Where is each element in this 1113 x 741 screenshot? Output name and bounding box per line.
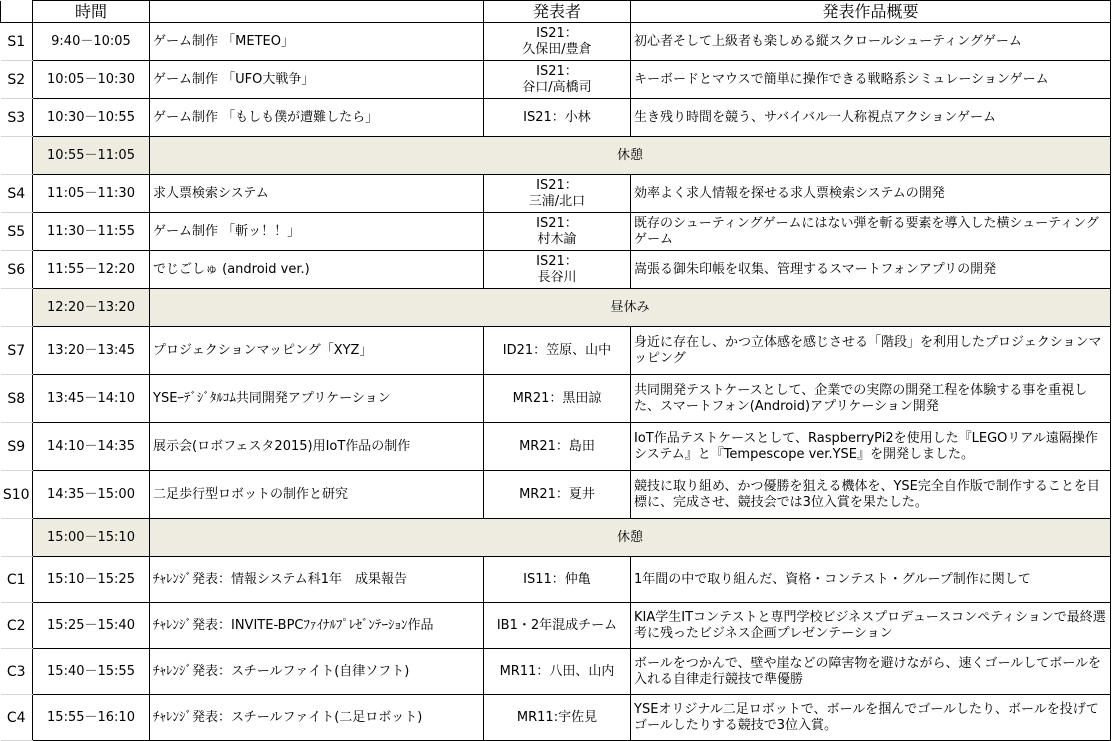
session-summary: YSEオリジナル二足ロボットで、ボールを掴んでゴールしたり、ボールを投げてゴールしたりする競技で3位入賞。 xyxy=(631,695,1111,741)
session-title: ﾁｬﾚﾝｼﾞ発表：スチールファイト(自律ソフト) xyxy=(150,649,484,695)
presenter-line1: IS21：小林 xyxy=(523,109,591,125)
row-id: S9 xyxy=(1,423,33,471)
break-row xyxy=(1,137,1111,175)
presenter-line2: 村木諭 xyxy=(537,231,577,247)
session-time: 11:30－11:55 xyxy=(33,213,150,251)
session-time: 15:55－16:10 xyxy=(33,695,150,741)
presenter-line2: 長谷川 xyxy=(537,269,577,285)
row-id xyxy=(1,137,33,175)
presenter-cell xyxy=(484,375,631,423)
session-time: 14:10－14:35 xyxy=(33,423,150,471)
session-time: 13:20－13:45 xyxy=(33,327,150,375)
session-summary: IoT作品テストケースとして、RaspberryPi2を使用した『LEGOリアル遠隔操作システム』と『Tempescope ver.YSE』を開発しました。 xyxy=(631,423,1111,471)
session-row xyxy=(1,99,1111,137)
session-row xyxy=(1,649,1111,695)
session-title: ゲーム制作 「METEO」 xyxy=(150,23,484,61)
presenter-cell xyxy=(484,603,631,649)
session-row xyxy=(1,251,1111,289)
session-summary: 嵩張る御朱印帳を収集、管理するスマートフォンアプリの開発 xyxy=(631,251,1111,289)
presenter-cell xyxy=(484,423,631,471)
session-title: 求人票検索システム xyxy=(150,175,484,213)
session-title: ゲーム制作 「もしも僕が遭難したら」 xyxy=(150,99,484,137)
presenter-line2: 谷口/高橋司 xyxy=(522,79,592,95)
row-id: S6 xyxy=(1,251,33,289)
presenter-cell xyxy=(484,213,631,251)
row-id: S4 xyxy=(1,175,33,213)
header-id-cell xyxy=(1,1,33,23)
break-time: 10:55－11:05 xyxy=(33,137,150,175)
session-summary: 初心者そして上級者も楽しめる縦スクロールシューティングゲーム xyxy=(631,23,1111,61)
row-id: S5 xyxy=(1,213,33,251)
session-title: プロジェクションマッピング「XYZ」 xyxy=(150,327,484,375)
presenter-line1: IS21： xyxy=(536,253,578,269)
session-time: 15:25－15:40 xyxy=(33,603,150,649)
presenter-line1: MR11:宇佐見 xyxy=(516,709,598,725)
break-time: 12:20－13:20 xyxy=(33,289,150,327)
session-summary: 身近に存在し、かつ立体感を感じさせる「階段」を利用したプロジェクションマッピング xyxy=(631,327,1111,375)
session-time: 14:35－15:00 xyxy=(33,471,150,519)
row-id xyxy=(1,519,33,557)
session-time: 11:05－11:30 xyxy=(33,175,150,213)
presenter-line1: IS21： xyxy=(536,177,578,193)
session-title: YSEｰﾃﾞｼﾞﾀﾙｺﾑ共同開発アプリケーション xyxy=(150,375,484,423)
session-summary: 生き残り時間を競う、サバイバル一人称視点アクションゲーム xyxy=(631,99,1111,137)
presenter-line2: 久保田/豊倉 xyxy=(522,41,592,57)
row-id: C1 xyxy=(1,557,33,603)
row-id: S10 xyxy=(1,471,33,519)
row-id: S3 xyxy=(1,99,33,137)
presenter-cell xyxy=(484,61,631,99)
session-row xyxy=(1,695,1111,741)
session-title: ﾁｬﾚﾝｼﾞ発表：スチールファイト(二足ロボット) xyxy=(150,695,484,741)
session-row xyxy=(1,175,1111,213)
presenter-cell xyxy=(484,695,631,741)
header-row xyxy=(1,1,1111,23)
session-title: ﾁｬﾚﾝｼﾞ発表：情報システム科1年 成果報告 xyxy=(150,557,484,603)
session-time: 13:45－14:10 xyxy=(33,375,150,423)
session-row xyxy=(1,375,1111,423)
session-row xyxy=(1,23,1111,61)
row-id: S2 xyxy=(1,61,33,99)
presenter-line1: MR21：島田 xyxy=(519,438,595,454)
presenter-cell xyxy=(484,175,631,213)
session-time: 9:40－10:05 xyxy=(33,23,150,61)
break-row xyxy=(1,519,1111,557)
session-title: ﾁｬﾚﾝｼﾞ発表：INVITE-BPCﾌｧｲﾅﾙﾌﾟﾚｾﾞﾝﾃｰｼｮﾝ作品 xyxy=(150,603,484,649)
session-summary: KIA学生ITコンテストと専門学校ビジネスプロデュースコンペティションで最終選考に残ったビジネス企画プレゼンテーション xyxy=(631,603,1111,649)
session-row xyxy=(1,213,1111,251)
presenter-line1: MR21：黒田諒 xyxy=(512,390,602,406)
session-summary: 効率よく求人情報を探せる求人票検索システムの開発 xyxy=(631,175,1111,213)
session-time: 10:05－10:30 xyxy=(33,61,150,99)
presenter-line1: IS21： xyxy=(536,215,578,231)
break-label: 昼休み xyxy=(150,289,1111,327)
session-summary: 既存のシューティングゲームにはない弾を斬る要素を導入した横シューティングゲーム xyxy=(631,213,1111,251)
session-time: 15:10－15:25 xyxy=(33,557,150,603)
presenter-cell xyxy=(484,99,631,137)
header-title xyxy=(150,1,484,23)
presenter-cell xyxy=(484,557,631,603)
presenter-line1: IB1・2年混成チーム xyxy=(496,617,618,633)
session-summary: 共同開発テストケースとして、企業での実際の開発工程を体験する事を重視した、スマートフォン(Android)アプリケーション開発 xyxy=(631,375,1111,423)
break-label: 休憩 xyxy=(150,519,1111,557)
header-summary: 発表作品概要 xyxy=(631,1,1111,23)
session-row xyxy=(1,557,1111,603)
header-time: 時間 xyxy=(33,1,150,23)
presenter-line2: 三浦/北口 xyxy=(528,193,586,209)
session-time: 11:55－12:20 xyxy=(33,251,150,289)
break-label: 休憩 xyxy=(150,137,1111,175)
session-summary: 競技に取り組め、かつ優勝を狙える機体を、YSE完全自作版で制作することを目標に、完成させ、競技会では3位入賞を果たした。 xyxy=(631,471,1111,519)
header-presenter: 発表者 xyxy=(484,1,631,23)
session-title: ゲーム制作 「斬ッ！！」 xyxy=(150,213,484,251)
session-row xyxy=(1,603,1111,649)
presenter-line1: ID21：笠原、山中 xyxy=(502,342,612,358)
session-title: ゲーム制作 「UFO大戦争」 xyxy=(150,61,484,99)
session-time: 10:30－10:55 xyxy=(33,99,150,137)
session-row xyxy=(1,61,1111,99)
presenter-line1: MR11：八田、山内 xyxy=(499,663,615,679)
presenter-cell xyxy=(484,23,631,61)
session-summary: 1年間の中で取り組んだ、資格・コンテスト・グループ制作に関して xyxy=(631,557,1111,603)
break-time: 15:00－15:10 xyxy=(33,519,150,557)
presenter-cell xyxy=(484,471,631,519)
session-row xyxy=(1,327,1111,375)
session-title: 二足歩行型ロボットの制作と研究 xyxy=(150,471,484,519)
break-row xyxy=(1,289,1111,327)
row-id: C2 xyxy=(1,603,33,649)
row-id: S1 xyxy=(1,23,33,61)
presenter-line1: IS11：仲亀 xyxy=(523,571,591,587)
session-title: 展示会(ロボフェスタ2015)用IoT作品の制作 xyxy=(150,423,484,471)
row-id: C4 xyxy=(1,695,33,741)
presenter-cell xyxy=(484,327,631,375)
presenter-cell xyxy=(484,251,631,289)
row-id: C3 xyxy=(1,649,33,695)
presenter-line1: IS21： xyxy=(536,63,578,79)
presenter-cell xyxy=(484,649,631,695)
session-summary: キーボードとマウスで簡単に操作できる戦略系シミュレーションゲーム xyxy=(631,61,1111,99)
row-id: S7 xyxy=(1,327,33,375)
session-title: でじごしゅ (android ver.) xyxy=(150,251,484,289)
row-id: S8 xyxy=(1,375,33,423)
presenter-line1: MR21：夏井 xyxy=(519,486,595,502)
session-time: 15:40－15:55 xyxy=(33,649,150,695)
row-id xyxy=(1,289,33,327)
session-row xyxy=(1,471,1111,519)
session-summary: ボールをつかんで、壁や崖などの障害物を避けながら、速くゴールしてボールを入れる自律走行競技で準優勝 xyxy=(631,649,1111,695)
presenter-line1: IS21： xyxy=(536,25,578,41)
session-row xyxy=(1,423,1111,471)
